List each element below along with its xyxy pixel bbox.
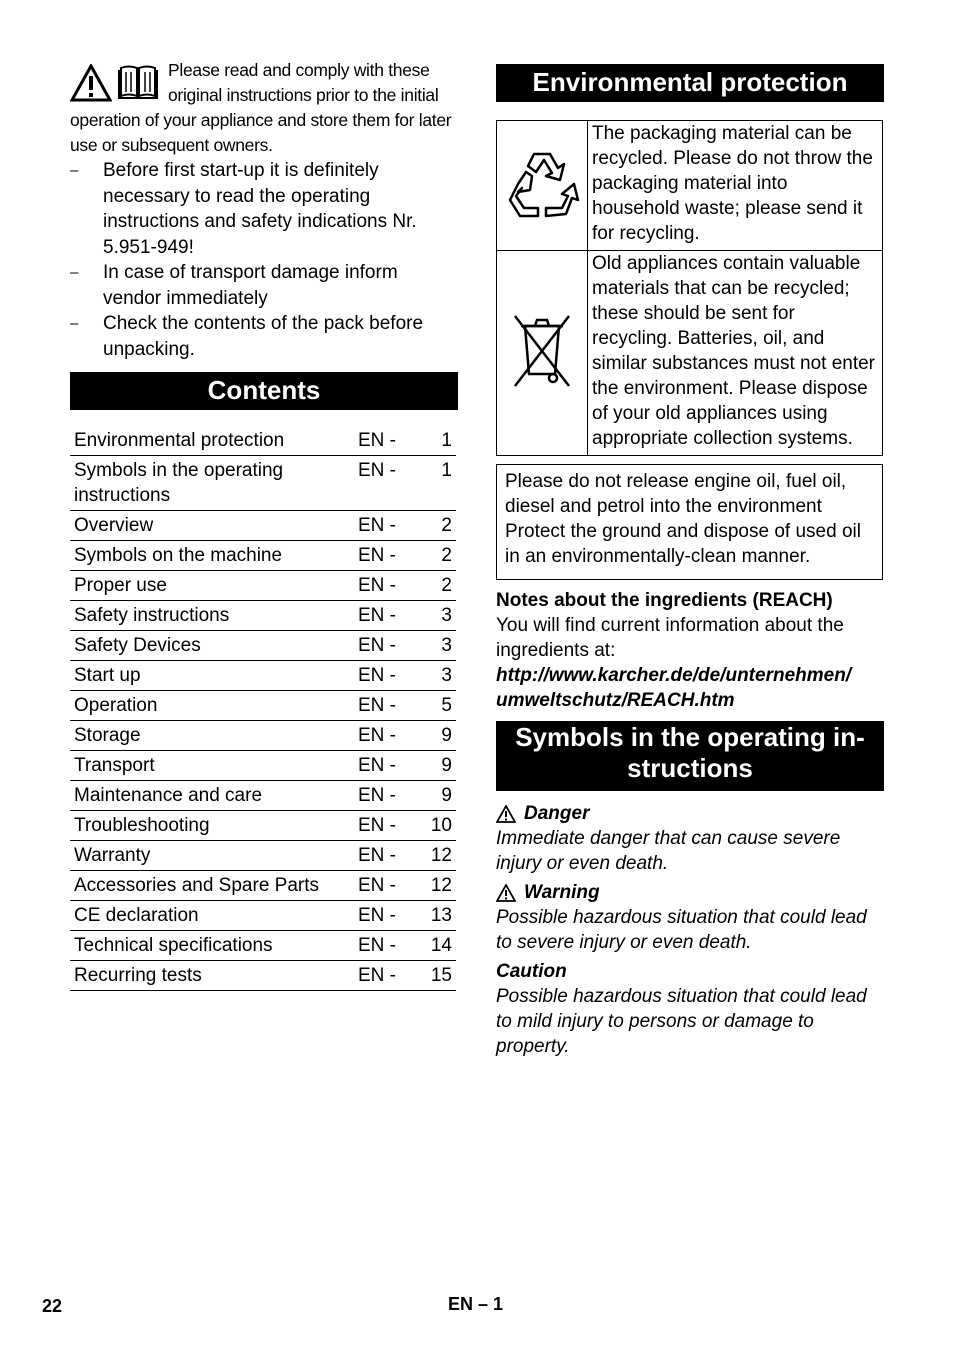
caution-text: Possible hazardous situation that could lead to mild injury to persons or damage to property. [496,986,867,1057]
danger-warning-icon [496,805,516,823]
toc-page: 12 [418,871,456,901]
table-row [70,961,456,991]
table-row [70,841,456,871]
toc-title: CE declaration [70,901,354,931]
list-item: – In case of transport damage inform vendor immediately [70,260,460,311]
table-row [70,511,456,541]
list-item: – Check the contents of the pack before unpacking. [70,311,460,362]
warning-triangle-icon [496,884,516,902]
toc-title: Maintenance and care [70,781,354,811]
table-row [70,901,456,931]
table-row [70,661,456,691]
toc-lang: EN - [354,511,418,541]
environment-table [496,120,883,456]
table-row [497,121,883,251]
toc-title: Symbols on the machine [70,541,354,571]
toc-title: Warranty [70,841,354,871]
table-row [70,631,456,661]
table-row [70,541,456,571]
toc-title: Operation [70,691,354,721]
warning-heading [496,880,884,905]
table-row [70,601,456,631]
table-row [70,871,456,901]
right-column [496,64,884,1063]
reach-text: You will find current information about the ingredients at: [496,615,844,661]
toc-lang: EN - [354,661,418,691]
danger-text: Immediate danger that can cause severe injury or even death. [496,828,841,874]
toc-lang: EN - [354,751,418,781]
bin-text: Old appliances contain valuable materials that can be recycled; these should be sent for recycling. Batteries, oil, and similar substances must not enter the environment. Please dispose of your old appliances using appropriate collection systems. [588,251,883,456]
toc-title: Safety Devices [70,631,354,661]
manual-book-icon [116,64,160,102]
toc-title: Troubleshooting [70,811,354,841]
toc-page: 3 [418,661,456,691]
reach-link[interactable]: http://www.karcher.de/de/unternehmen/ umweltschutz/REACH.htm [496,665,852,711]
reach-notes [496,588,884,713]
warning-icon [70,64,112,102]
toc-title: Environmental protection [70,426,354,456]
toc-lang: EN - [354,841,418,871]
left-column [70,58,460,991]
toc-page: 9 [418,781,456,811]
toc-page: 2 [418,511,456,541]
danger-label: Danger [524,803,590,824]
toc-lang: EN - [354,961,418,991]
toc-page: 13 [418,901,456,931]
toc-lang: EN - [354,931,418,961]
table-row [70,571,456,601]
crossed-out-bin-icon [509,312,575,388]
toc-page: 12 [418,841,456,871]
table-row [70,426,456,456]
toc-page: 2 [418,571,456,601]
toc-lang: EN - [354,541,418,571]
toc-title: Start up [70,661,354,691]
table-row [70,751,456,781]
toc-lang: EN - [354,571,418,601]
table-of-contents [70,426,456,991]
table-row [70,811,456,841]
symbols-section [496,801,884,1059]
toc-title: Proper use [70,571,354,601]
toc-page: 15 [418,961,456,991]
recycle-icon-cell [497,121,588,251]
list-item: – Before first start-up it is definitely necessary to read the operating instructions and safety indications Nr. 5.951-949! [70,158,460,260]
table-row [70,931,456,961]
page-number: 22 [42,1296,63,1316]
toc-lang: EN - [354,691,418,721]
recycle-icon [504,144,580,220]
toc-page: 2 [418,541,456,571]
warning-label: Warning [524,882,600,903]
danger-heading [496,801,884,826]
toc-page: 9 [418,721,456,751]
toc-title: Safety instructions [70,601,354,631]
toc-page: 3 [418,631,456,661]
reach-title: Notes about the ingredients (REACH) [496,590,833,611]
intro-icons [70,62,164,108]
toc-lang: EN - [354,781,418,811]
toc-lang: EN - [354,426,418,456]
table-row [70,721,456,751]
toc-page: 1 [418,456,456,511]
toc-page: 10 [418,811,456,841]
toc-title: Accessories and Spare Parts [70,871,354,901]
bullet-list [70,158,460,362]
toc-title: Overview [70,511,354,541]
toc-lang: EN - [354,631,418,661]
environmental-protection-heading: Environmental protection [496,64,884,102]
toc-lang: EN - [354,901,418,931]
caution-label: Caution [496,961,567,982]
toc-lang: EN - [354,811,418,841]
contents-heading: Contents [70,372,458,410]
bin-icon-cell [497,251,588,456]
oil-notice-box: Please do not release engine oil, fuel oil, diesel and petrol into the environment Protect the ground and dispose of used oil in an environmentally-clean manner. [496,464,883,580]
caution-heading [496,959,884,984]
page-label: EN – 1 [448,1294,504,1314]
recycle-text: The packaging material can be recycled. Please do not throw the packaging material into household waste; please send it for recycling. [588,121,883,251]
toc-title: Transport [70,751,354,781]
toc-title: Storage [70,721,354,751]
toc-lang: EN - [354,601,418,631]
table-row [70,691,456,721]
toc-page: 3 [418,601,456,631]
toc-lang: EN - [354,721,418,751]
intro-text: Please read and comply with these original instructions prior to the initial operation of your appliance and store them for later use or subsequent owners. [70,60,452,155]
toc-lang: EN - [354,871,418,901]
table-row [70,456,456,511]
intro-block [70,58,460,158]
toc-page: 5 [418,691,456,721]
toc-page: 1 [418,426,456,456]
toc-page: 14 [418,931,456,961]
toc-title: Technical specifications [70,931,354,961]
toc-lang: EN - [354,456,418,511]
warning-text: Possible hazardous situation that could lead to severe injury or even death. [496,907,867,953]
toc-title: Recurring tests [70,961,354,991]
toc-page: 9 [418,751,456,781]
table-row [70,781,456,811]
table-row [497,251,883,456]
toc-title: Symbols in the operating instructions [70,456,354,511]
symbols-heading: Symbols in the operating in- structions [496,721,884,791]
